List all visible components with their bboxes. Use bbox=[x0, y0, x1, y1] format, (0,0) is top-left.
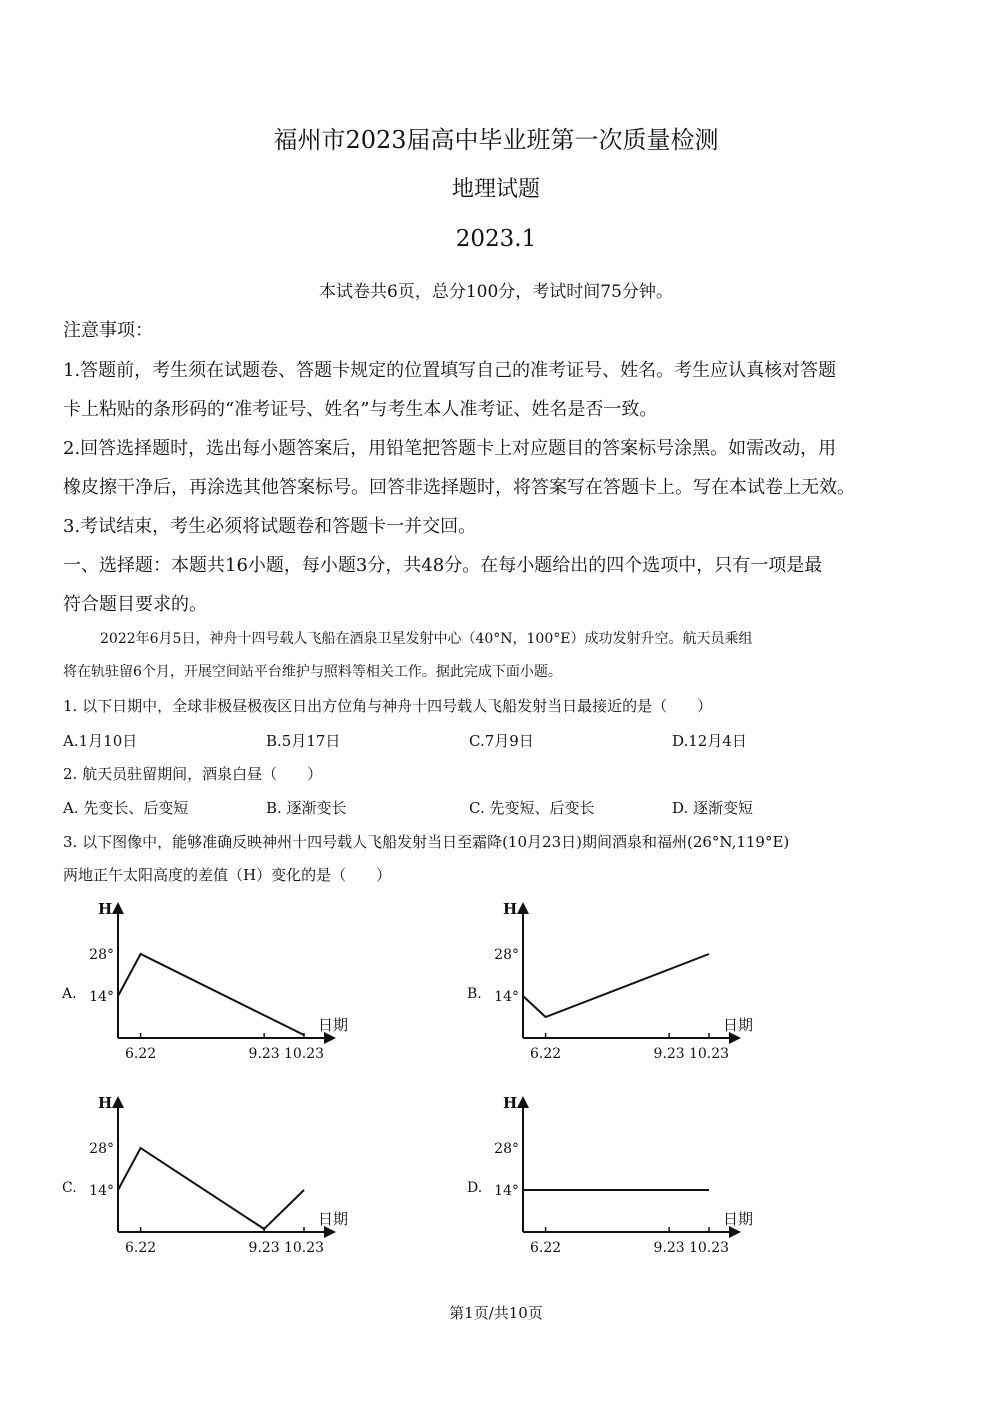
series-line bbox=[118, 1148, 304, 1229]
page-footer: 第1页/共10页 bbox=[449, 1304, 543, 1322]
note-line: 1.答题前，考生须在试题卷、答题卡规定的位置填写自己的准考证号、姓名。考生应认真核对答题 bbox=[63, 360, 837, 381]
option-letter: C. bbox=[62, 1180, 77, 1196]
passage-line: 2022年6月5日，神舟十四号载人飞船在酒泉卫星发射中心（40°N，100°E）成功发射升空。航天员乘组 bbox=[100, 631, 753, 647]
x-tick-label: 10.23 bbox=[283, 1046, 325, 1062]
option-letter: A. bbox=[62, 986, 77, 1002]
x-tick-label: 9.23 bbox=[653, 1240, 685, 1256]
page-title: 福州市2023届高中毕业班第一次质量检测 bbox=[273, 126, 719, 154]
notes-heading: 注意事项： bbox=[63, 320, 153, 341]
x-tick-label: 6.22 bbox=[529, 1240, 562, 1256]
y-axis-label: H bbox=[503, 900, 518, 918]
q2-option-b: B. 逐渐变长 bbox=[266, 799, 347, 817]
exam-date: 2023.1 bbox=[455, 226, 537, 252]
question-3-stem: 3. 以下图像中，能够准确反映神州十四号载人飞船发射当日至霜降(10月23日)期间酒泉和福州(26°N,119°E) bbox=[63, 833, 790, 851]
x-tick-label: 6.22 bbox=[124, 1046, 157, 1062]
option-letter: D. bbox=[467, 1180, 483, 1196]
y-tick-label: 28° bbox=[494, 947, 519, 963]
note-line: 卡上粘贴的条形码的“准考证号、姓名”与考生本人准考证、姓名是否一致。 bbox=[63, 399, 658, 420]
x-axis-label: 日期 bbox=[723, 1016, 754, 1034]
passage-line: 将在轨驻留6个月，开展空间站平台维护与照料等相关工作。据此完成下面小题。 bbox=[63, 664, 562, 680]
subject-title: 地理试题 bbox=[451, 177, 540, 202]
q2-option-c: C. 先变短、后变长 bbox=[469, 799, 595, 817]
note-line: 2.回答选择题时，选出每小题答案后，用铅笔把答题卡上对应题目的答案标号涂黑。如需改动，用 bbox=[63, 438, 837, 459]
question-3-stem-cont: 两地正午太阳高度的差值（H）变化的是（ ） bbox=[63, 866, 392, 884]
q1-option-a: A.1月10日 bbox=[63, 732, 138, 750]
x-tick-label: 10.23 bbox=[688, 1046, 730, 1062]
q2-option-d: D. 逐渐变短 bbox=[672, 799, 754, 817]
section-heading: 一、选择题：本题共16小题，每小题3分，共48分。在每小题给出的四个选项中，只有一项是最 bbox=[63, 555, 823, 576]
section-heading-cont: 符合题目要求的。 bbox=[63, 594, 207, 615]
q1-option-b: B.5月17日 bbox=[266, 732, 341, 750]
y-axis-label: H bbox=[503, 1094, 518, 1112]
y-tick-label: 28° bbox=[494, 1141, 519, 1157]
chart-option-a bbox=[60, 898, 360, 1078]
chart-option-c bbox=[60, 1092, 360, 1272]
x-tick-label: 9.23 bbox=[653, 1046, 685, 1062]
note-line: 橡皮擦干净后，再涂选其他答案标号。回答非选择题时，将答案写在答题卡上。写在本试卷上无效。 bbox=[63, 477, 855, 498]
y-tick-label: 14° bbox=[89, 1183, 114, 1199]
q2-option-a: A. 先变长、后变短 bbox=[63, 799, 189, 817]
y-tick-label: 28° bbox=[89, 947, 114, 963]
x-tick-label: 10.23 bbox=[283, 1240, 325, 1256]
y-axis-arrow bbox=[112, 1096, 124, 1108]
y-tick-label: 14° bbox=[89, 989, 114, 1005]
y-axis-label: H bbox=[98, 1094, 113, 1112]
x-tick-label: 6.22 bbox=[529, 1046, 562, 1062]
x-axis-label: 日期 bbox=[318, 1210, 349, 1228]
y-axis-arrow bbox=[112, 902, 124, 914]
question-1-stem: 1. 以下日期中，全球非极昼极夜区日出方位角与神舟十四号载人飞船发射当日最接近的是（ ） bbox=[63, 697, 713, 715]
note-line: 3.考试结束，考生必须将试题卷和答题卡一并交回。 bbox=[63, 516, 477, 537]
chart-option-d bbox=[465, 1092, 765, 1272]
x-tick-label: 10.23 bbox=[688, 1240, 730, 1256]
y-tick-label: 28° bbox=[89, 1141, 114, 1157]
series-line bbox=[523, 954, 709, 1017]
question-2-stem: 2. 航天员驻留期间，酒泉白昼（ ） bbox=[63, 765, 323, 783]
exam-info: 本试卷共6页，总分100分，考试时间75分钟。 bbox=[319, 282, 673, 302]
q1-option-c: C.7月9日 bbox=[469, 732, 534, 750]
y-axis-arrow bbox=[517, 902, 529, 914]
y-tick-label: 14° bbox=[494, 989, 519, 1005]
x-axis-label: 日期 bbox=[723, 1210, 754, 1228]
series-line bbox=[118, 954, 304, 1035]
x-axis-label: 日期 bbox=[318, 1016, 349, 1034]
y-axis-arrow bbox=[517, 1096, 529, 1108]
x-tick-label: 6.22 bbox=[124, 1240, 157, 1256]
chart-option-b bbox=[465, 898, 765, 1078]
x-tick-label: 9.23 bbox=[248, 1240, 280, 1256]
q1-option-d: D.12月4日 bbox=[672, 732, 747, 750]
x-tick-label: 9.23 bbox=[248, 1046, 280, 1062]
y-tick-label: 14° bbox=[494, 1183, 519, 1199]
y-axis-label: H bbox=[98, 900, 113, 918]
option-letter: B. bbox=[467, 986, 482, 1002]
